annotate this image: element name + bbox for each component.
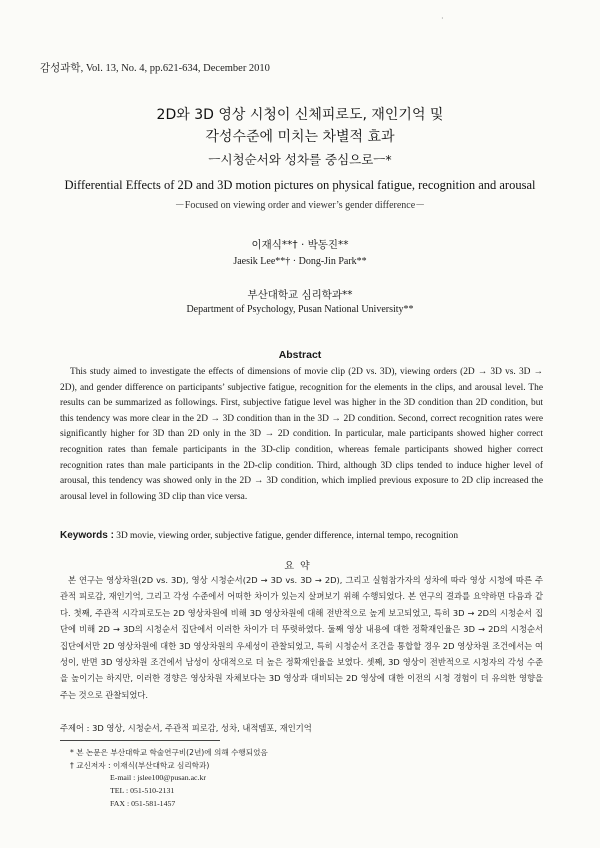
abstract-heading: Abstract — [278, 349, 322, 361]
korean-summary-heading: 요약 — [284, 561, 316, 572]
abstract-text: This study aimed to investigate the effects of dimensions of movie clip (2D vs. 3D), viewing orders (2D → 3D vs. 3D → 2D), and gender difference on participants’ subjective fatigue, recognition for the elements in the clips, and arousal level. The results can be summarized as followings. First, subjective fatigue level was higher in the 3D condition than 2D condition, but this tendency was more clear in the 2D → 3D condition than in the 3D → 2D condition. Second, correct recognition rates were significantly higher for 3D than 2D only in the 3D → 2D condition. In particular, male participants showed higher correct recognition rates than female participants in the 3D-clip condition, whereas female participants showed higher correct recognition rates than male participants in the 2D-clip condition. Third, although 3D clips tended to induce higher level of arousal, this tendency was showed only in the 2D → 3D condition, which implied previous exposure to 2D clip increased the arousal level in following 3D clip than vice versa. — [60, 367, 543, 502]
footnote-divider — [60, 740, 220, 741]
authors-korean: 이재식**† · 박동진** — [251, 239, 349, 251]
keywords-text: 3D movie, viewing order, subjective fatigue, gender difference, internal tempo, recognition — [113, 531, 459, 541]
authors-english: Jaesik Lee**† · Dong-Jin Park** — [233, 256, 367, 267]
scan-mark: · — [441, 14, 444, 23]
korean-title-line-2: 각성수준에 미치는 차별적 효과 — [205, 129, 395, 145]
footnote-corresponding-author: † 교신저자 : 이재식(부산대학교 심리학과) — [70, 761, 210, 770]
footnote-funding: * 본 논문은 부산대학교 학술연구비(2년)에 의해 수행되었음 — [70, 748, 268, 757]
keywords-line — [60, 530, 543, 541]
affiliation-korean: 부산대학교 심리학과** — [247, 289, 353, 301]
korean-summary-text: 본 연구는 영상차원(2D vs. 3D), 영상 시청순서(2D → 3D vs. 3D → 2D), 그리고 실험참가자의 성차에 따라 영상 시청에 따른 주관적 피로감, 재인기억, 그리고 각성 수준에서 어떠한 차이가 있는지 살펴보기 위해 수행되었다. 본 연구의 결과를 요약하면 다음과 같다. 첫째, 주관적 시각피로도는 2D 영상차원에 비해 3D 영상차원에 대해 전반적으로 높게 보고되었고, 특히 3D → 2D의 시청순서 집단에 비해 2D → 3D의 시청순서 집단에서 이러한 차이가 더 뚜렷하였다. 둘째 영상 내용에 대한 정확재인율은 3D → 2D의 시청순서 집단에서만 2D 영상차원에 대한 3D 영상차원의 우세성이 관찰되었고, 특히 시청순서 조건을 통합할 경우 2D 영상차원 조건에서는 여성이, 반면 3D 영상차원 조건에서 남성이 상대적으로 더 높은 정확재인율을 보였다. 셋째, 3D 영상이 전반적으로 시청자의 각성 수준을 높이기는 하지만, 이러한 경향은 영상차원 자체보다는 3D 영상과 대비되는 2D 영상에 대한 이전의 시청 경험이 더 유의한 영향을 주는 것으로 관찰되었다. — [60, 575, 543, 700]
korean-subtitle: ㅡ시청순서와 성차를 중심으로ㅡ* — [208, 152, 392, 167]
contact-tel: TEL : 051-510-2131 — [110, 786, 175, 795]
english-title: Differential Effects of 2D and 3D motion pictures on physical fatigue, recognition and arousal — [64, 178, 536, 192]
korean-title-line-1: 2D와 3D 영상 시청이 신체피로도, 재인기억 및 — [156, 107, 444, 123]
english-subtitle: －Focused on viewing order and viewer’s gender difference－ — [174, 200, 426, 211]
korean-keywords: 주제어 : 3D 영상, 시청순서, 주관적 피로감, 성차, 내적템포, 재인기억 — [60, 723, 312, 733]
contact-fax: FAX : 051-581-1457 — [110, 799, 176, 808]
affiliation-english: Department of Psychology, Pusan National University** — [186, 304, 414, 315]
keywords-label: Keywords : — [60, 530, 114, 541]
journal-header: 감성과학, Vol. 13, No. 4, pp.621-634, December 2010 — [40, 63, 270, 74]
contact-email: E-mail : jslee100@pusan.ac.kr — [110, 773, 206, 782]
